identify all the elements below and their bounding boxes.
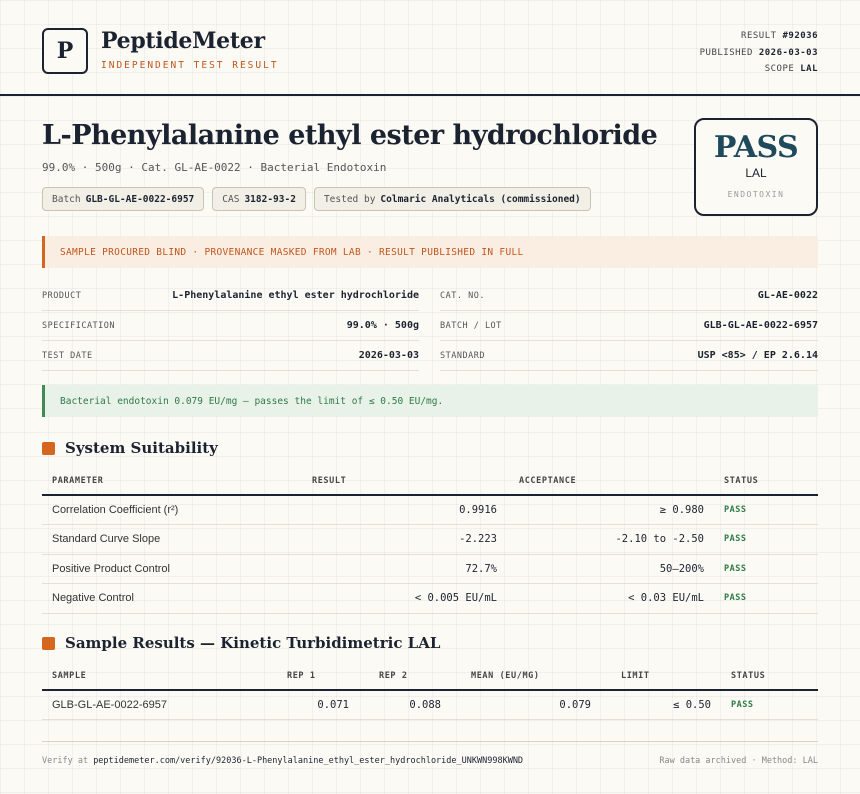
report-footer (42, 741, 818, 766)
verdict-scope: LAL (745, 166, 767, 180)
status-badge: PASS (714, 584, 818, 614)
verdict-test: ENDOTOXIN (727, 190, 785, 199)
status-badge: PASS (714, 495, 818, 525)
info-batch-lot: BATCH / LOT GLB-GL-AE-0022-6957 (440, 311, 818, 341)
status-badge: PASS (714, 554, 818, 584)
footer-archive-note: Raw data archived · Method: LAL (659, 756, 818, 766)
table-header-row: SAMPLE REP 1 REP 2 MEAN (EU/MG) LIMIT STATUS (42, 662, 818, 690)
batch-chip: Batch GLB-GL-AE-0022-6957 (42, 187, 204, 211)
published-label: PUBLISHED (699, 47, 753, 58)
table-row: Correlation Coefficient (r²) 0.9916 ≥ 0.980 PASS (42, 495, 818, 525)
suitability-table (42, 467, 818, 614)
brand-name: PeptideMeter (101, 28, 265, 54)
verdict-card (694, 118, 818, 216)
result-label: RESULT (741, 31, 777, 41)
section-marker-icon (42, 442, 55, 455)
verify-label: Verify at (42, 756, 89, 766)
verdict-word: PASS (713, 130, 799, 165)
samples-heading: Sample Results — Kinetic Turbidimetric LAL (42, 634, 440, 652)
info-cat-no: CAT. NO. GL-AE-0022 (440, 281, 818, 311)
brand-logo: P (42, 28, 88, 74)
scope-label: SCOPE (764, 64, 795, 74)
provenance-banner: SAMPLE PROCURED BLIND · PROVENANCE MASKED FROM LAB · RESULT PUBLISHED IN FULL (42, 236, 818, 268)
info-test-date: TEST DATE 2026-03-03 (42, 341, 419, 371)
info-standard: STANDARD USP <85> / EP 2.6.14 (440, 341, 818, 371)
suitability-heading: System Suitability (42, 439, 218, 457)
result-number: #92036 (782, 31, 818, 41)
cas-chip: CAS 3182-93-2 (212, 187, 306, 211)
verify-link[interactable]: peptidemeter.com/verify/92036-L-Phenylalanine_ethyl_ester_hydrochloride_UNKWN998KWND (93, 756, 524, 766)
report-header (0, 0, 860, 96)
table-header-row: PARAMETER RESULT ACCEPTANCE STATUS (42, 467, 818, 495)
status-badge: PASS (714, 525, 818, 555)
published-date: 2026-03-03 (758, 47, 818, 58)
samples-table (42, 662, 818, 720)
table-row: Positive Product Control 72.7% 50–200% PASS (42, 554, 818, 584)
product-chips (42, 187, 591, 211)
info-specification: SPECIFICATION 99.0% · 500g (42, 311, 419, 341)
info-product: PRODUCT L-Phenylalanine ethyl ester hydrochloride (42, 281, 419, 311)
table-row: Standard Curve Slope -2.223 -2.10 to -2.50 PASS (42, 525, 818, 555)
result-summary-note: Bacterial endotoxin 0.079 EU/mg — passes the limit of ≤ 0.50 EU/mg. (42, 385, 818, 417)
table-row: GLB-GL-AE-0022-6957 0.071 0.088 0.079 ≤ 0.50 PASS (42, 690, 818, 720)
section-marker-icon (42, 637, 55, 650)
product-title: L-Phenylalanine ethyl ester hydrochloride (42, 120, 658, 151)
report-meta (700, 28, 818, 78)
scope-value: LAL (800, 64, 818, 74)
product-subtitle: 99.0% · 500g · Cat. GL-AE-0022 · Bacterial Endotoxin (42, 161, 387, 174)
brand-tagline: INDEPENDENT TEST RESULT (101, 60, 279, 71)
tested-by-chip: Tested by Colmaric Analyticals (commissioned) (314, 187, 591, 211)
table-row: Negative Control < 0.005 EU/mL < 0.03 EU/mL PASS (42, 584, 818, 614)
status-badge: PASS (721, 690, 818, 720)
